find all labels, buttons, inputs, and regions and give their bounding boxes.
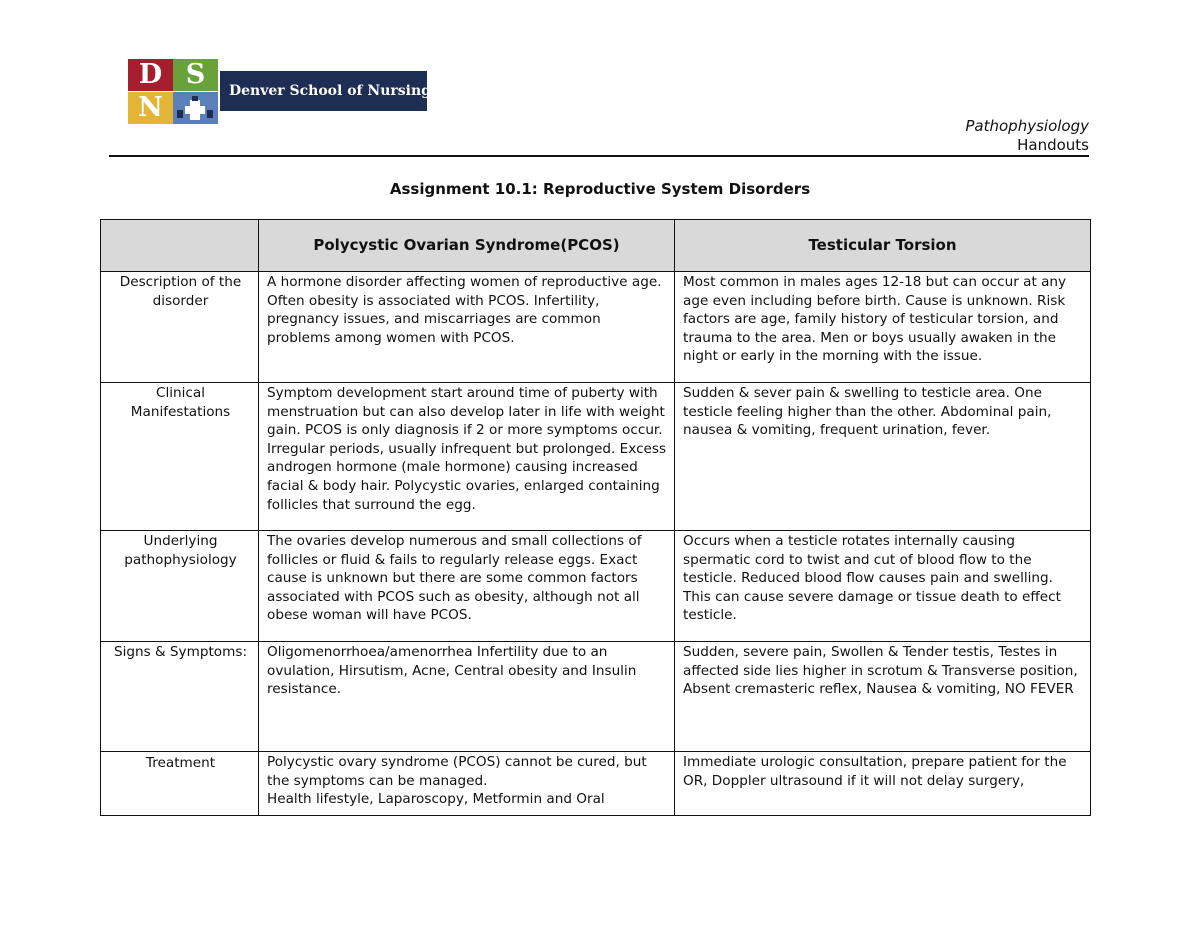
- doc-type: Handouts: [1017, 136, 1089, 154]
- cross-icon: [174, 94, 216, 122]
- torsion-cell: Sudden, severe pain, Swollen & Tender testis, Testes in affected side lies higher in scrotum & Transverse position, Absent cremasteric reflex, Nausea & vomiting, NO FEVER: [675, 642, 1091, 752]
- pcos-cell: Symptom development start around time of puberty with menstruation but can also develop later in life with weight gain. PCOS is only diagnosis if 2 or more symptoms occur. Irregular periods, usually infrequent but prolonged. Excess androgen hormone (male hormone) causing increased facial & body hair. Polycystic ovaries, enlarged containing follicles that surround the egg.: [259, 383, 675, 531]
- table-row: [101, 383, 1091, 531]
- header-cell-torsion: Testicular Torsion: [675, 220, 1091, 272]
- row-label: Underlying pathophysiology: [101, 531, 259, 642]
- row-label: Signs & Symptoms:: [101, 642, 259, 752]
- logo-letter-s: S: [173, 59, 218, 91]
- logo-cross-tile: [173, 92, 218, 124]
- table-row: [101, 752, 1091, 816]
- row-label: Clinical Manifestations: [101, 383, 259, 531]
- pcos-cell: Oligomenorrhoea/amenorrhea Infertility due to an ovulation, Hirsutism, Acne, Central obesity and Insulin resistance.: [259, 642, 675, 752]
- torsion-cell: Most common in males ages 12-18 but can occur at any age even including before birth. Cause is unknown. Risk factors are age, family history of testicular torsion, and trauma to the area. Men or boys usually awaken in the night or early in the morning with the issue.: [675, 272, 1091, 383]
- pcos-cell: A hormone disorder affecting women of reproductive age. Often obesity is associated with PCOS. Infertility, pregnancy issues, and miscarriages are common problems among women with PCOS.: [259, 272, 675, 383]
- school-name: Denver School of Nursing: [229, 83, 431, 99]
- torsion-cell: Immediate urologic consultation, prepare patient for the OR, Doppler ultrasound if it will not delay surgery,: [675, 752, 1091, 816]
- table-row: [101, 272, 1091, 383]
- table-row: [101, 531, 1091, 642]
- row-label: Description of the disorder: [101, 272, 259, 383]
- disorder-comparison-table: [100, 219, 1091, 816]
- logo-letter-n: N: [128, 92, 173, 124]
- torsion-cell: Occurs when a testicle rotates internally causing spermatic cord to twist and cut of blood flow to the testicle. Reduced blood flow causes pain and swelling. This can cause severe damage or tissue death to effect testicle.: [675, 531, 1091, 642]
- logo-name-band: [220, 71, 431, 111]
- header-cell-pcos: Polycystic Ovarian Syndrome(PCOS): [259, 220, 675, 272]
- school-logo: [128, 59, 431, 124]
- logo-letter-d: D: [128, 59, 173, 91]
- pcos-cell: [259, 752, 675, 816]
- table-header-row: [101, 220, 1091, 272]
- assignment-title: Assignment 10.1: Reproductive System Disorders: [389, 180, 811, 198]
- table-row: [101, 642, 1091, 752]
- header-divider: [109, 155, 1089, 157]
- pcos-treatment-line: Polycystic ovary syndrome (PCOS) cannot be cured, but the symptoms can be managed.: [267, 754, 647, 789]
- pcos-cell: The ovaries develop numerous and small collections of follicles or fluid & fails to regularly release eggs. Exact cause is unknown but there are some common factors associated with PCOS such as obesity, although not all obese woman will have PCOS.: [259, 531, 675, 642]
- pcos-treatment-line: Health lifestyle, Laparoscopy, Metformin and Oral: [267, 791, 605, 808]
- course-name: Pathophysiology: [965, 117, 1089, 135]
- row-label: Treatment: [101, 752, 259, 816]
- document-header: [965, 117, 1089, 155]
- torsion-cell: Sudden & sever pain & swelling to testicle area. One testicle feeling higher than the other. Abdominal pain, nausea & vomiting, frequent urination, fever.: [675, 383, 1091, 531]
- header-cell-empty: [101, 220, 259, 272]
